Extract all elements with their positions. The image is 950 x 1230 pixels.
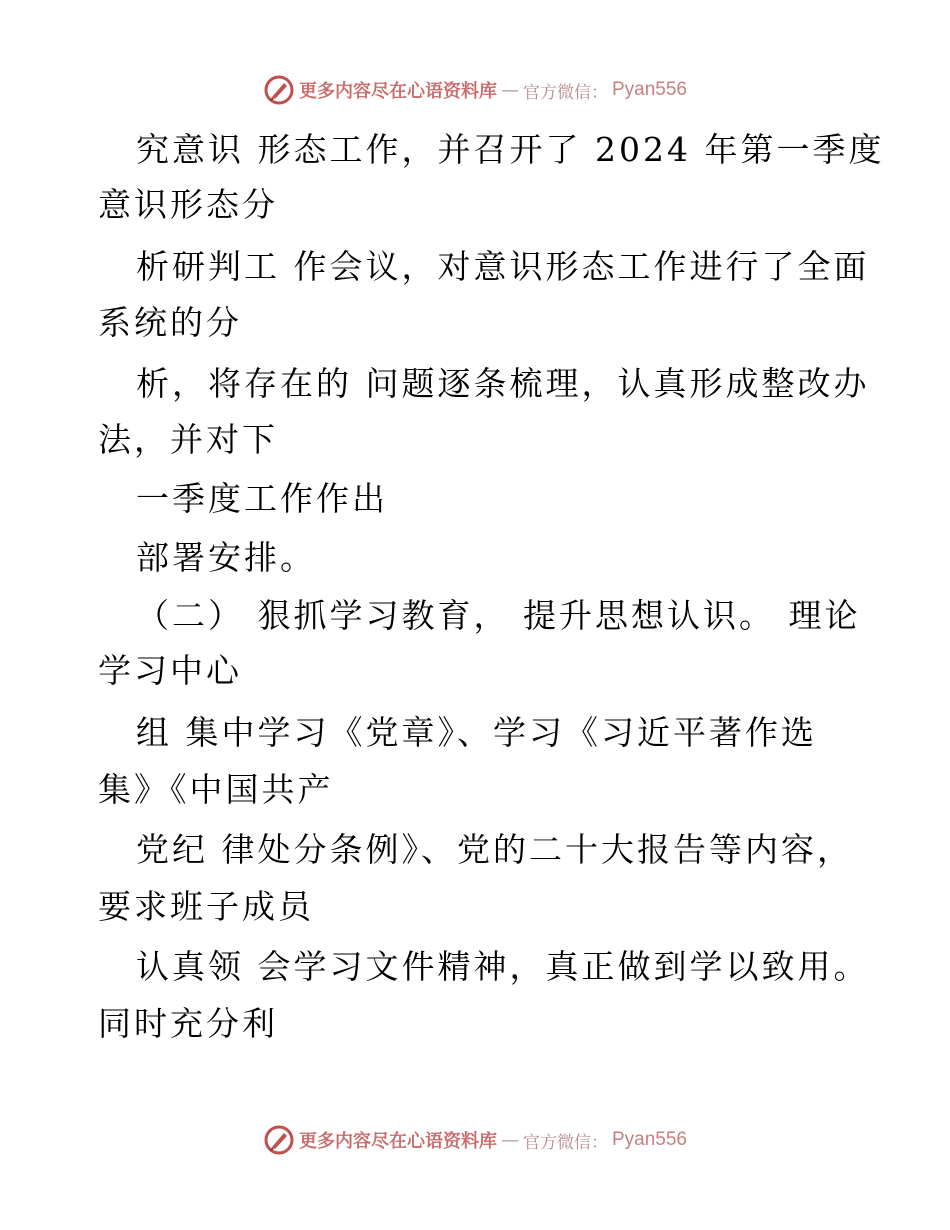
watermark-site-name: 更多内容尽在心语资料库: [298, 1131, 497, 1152]
text-line: 系统的分: [98, 303, 242, 342]
text-line: 认真领 会学习文件精神，真正做到学以致用。: [136, 947, 870, 986]
pen-nib-logo-icon: [263, 1124, 295, 1156]
text-line: 同时充分利: [98, 1004, 278, 1043]
text-line: 一季度工作作出: [136, 479, 388, 518]
watermark-dash: —: [500, 1129, 519, 1151]
text-line: 法，并对下: [98, 420, 278, 459]
text-line: 究意识 形态工作，并召开了 2024 年第一季度: [136, 130, 885, 169]
text-line: （二） 狠抓学习教育， 提升思想认识。 理论: [136, 596, 861, 635]
watermark-group: [263, 1124, 687, 1156]
text-line: 党纪 律处分条例》、党的二十大报告等内容，: [136, 830, 853, 869]
header-watermark: [0, 70, 950, 110]
text-line: 组 集中学习《党章》、学习《习近平著作选: [136, 713, 817, 752]
footer-watermark: [0, 1120, 950, 1160]
watermark-wechat-id: Pyan556: [611, 79, 687, 100]
text-line: 意识形态分: [98, 185, 278, 224]
watermark-site-name: 更多内容尽在心语资料库: [298, 81, 497, 102]
watermark-dash: —: [500, 79, 519, 101]
pen-nib-logo-icon: [263, 74, 295, 106]
text-line: 要求班子成员: [98, 887, 314, 926]
watermark-wechat-id: Pyan556: [611, 1129, 687, 1150]
watermark-wechat-label: 官方微信：: [522, 82, 608, 103]
watermark-group: [263, 74, 687, 106]
text-line: 析研判工 作会议，对意识形态工作进行了全面: [136, 247, 870, 286]
text-line: 部署安排。: [136, 538, 316, 577]
text-line: 析，将存在的 问题逐条梳理，认真形成整改办: [136, 364, 870, 403]
text-line: 集》《中国共产: [98, 770, 334, 809]
text-line: 学习中心: [98, 651, 242, 690]
watermark-wechat-label: 官方微信：: [522, 1132, 608, 1153]
